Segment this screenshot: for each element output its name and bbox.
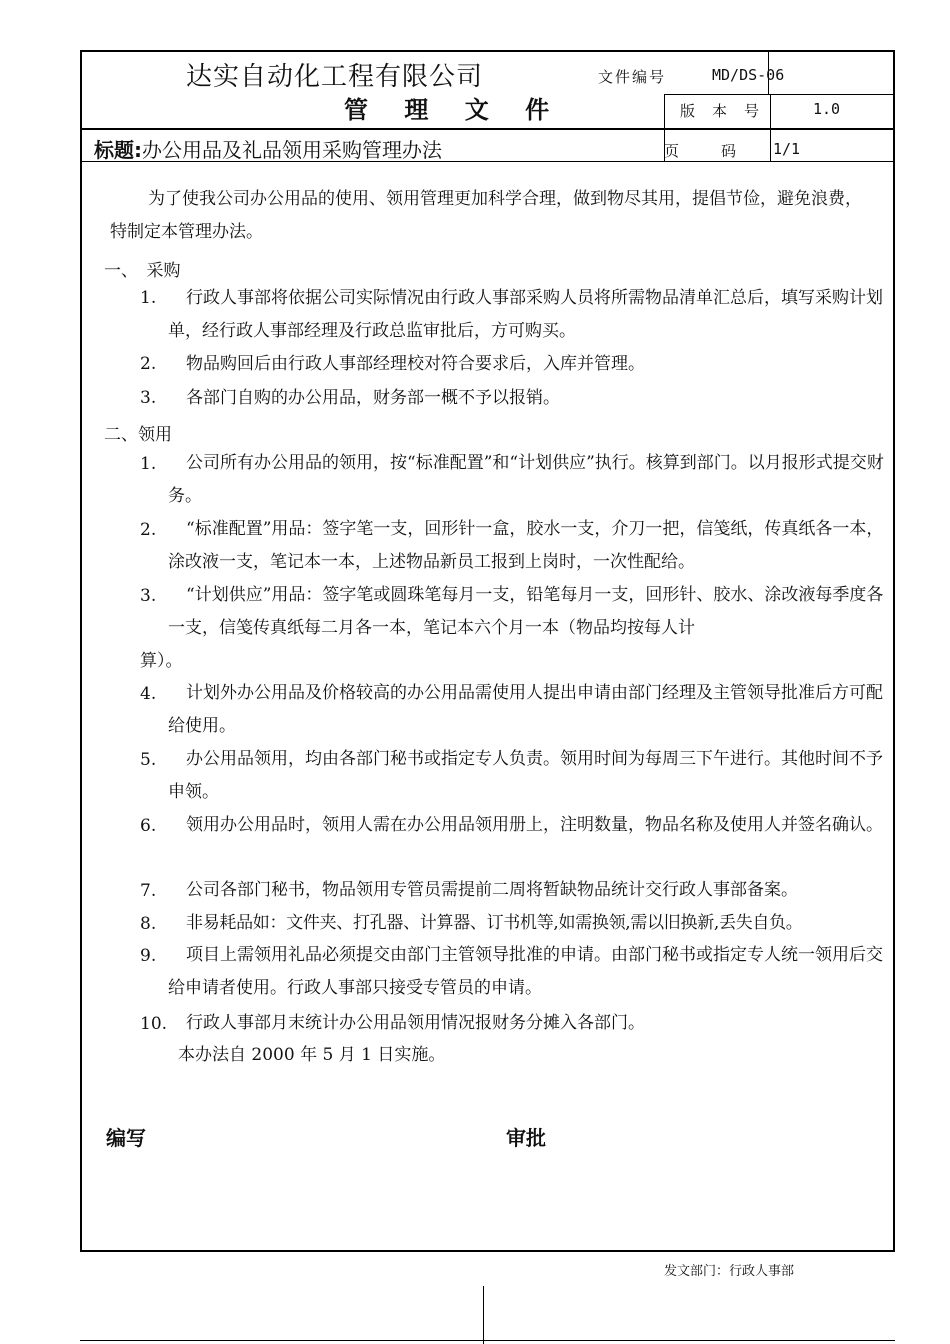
item-number: 9. [140,946,157,966]
version-value: 1.0 [813,100,841,118]
item-number: 3. [140,586,157,606]
list-item-tail: 算）。 [140,651,183,671]
meta-col-mid [770,94,771,161]
item-number: 5. [140,750,157,770]
item-number: 10. [140,1014,168,1034]
issuing-department: 发文部门：行政人事部 [664,1264,795,1279]
company-name: 达实自动化工程有限公司 [186,62,484,92]
list-item: 公司各部门秘书，物品领用专管员需提前二周将暂缺物品统计交行政人事部备案。 [186,880,798,900]
author-signature-label: 编写 [106,1126,146,1150]
meta-row-1 [664,94,895,95]
document-title [94,134,442,163]
item-number: 3. [140,388,157,408]
intro-paragraph: 为了使我公司办公用品的使用、领用管理更加科学合理，做到物尽其用，提倡节俭，避免浪费，特制定本管理办法。 [110,189,862,242]
section-heading-purchase: 一、 采购 [104,261,181,281]
document-type: 管 理 文 件 [344,95,564,124]
list-item: 各部门自购的办公用品，财务部一概不予以报销。 [186,388,560,408]
title-text: 办公用品及礼品领用采购管理办法 [142,138,442,162]
list-item: “计划供应”用品：签字笔或圆珠笔每月一支，铅笔每月一支，回形针、胶水、涂改液每季度各一支，信笺传真纸每二月各一本，笔记本六个月一本（物品均按每人计 [168,585,884,638]
list-item: 领用办公用品时，领用人需在办公用品领用册上，注明数量，物品名称及使用人并签名确认。 [186,815,883,835]
list-item: 公司所有办公用品的领用，按“标准配置”和“计划供应”执行。核算到部门。以月报形式提交财务。 [168,453,884,506]
item-number: 7. [140,881,157,901]
item-number: 2. [140,520,157,540]
page-value: 1/1 [773,140,801,158]
item-number: 1. [140,288,157,308]
header-divider [80,128,895,130]
doc-number-value: MD/DS-06 [712,66,785,84]
item-number: 2. [140,354,157,374]
item-number: 1. [140,454,157,474]
title-label: 标题: [94,138,142,162]
effective-date: 本办法自 2000 年 5 月 1 日实施。 [178,1045,446,1065]
version-label: 版 本 号 [680,102,764,120]
item-number: 4. [140,684,157,704]
item-number: 6. [140,816,157,836]
doc-number-label: 文件编号 [598,68,667,86]
list-item: “标准配置”用品：签字笔一支，回形针一盒，胶水一支，介刀一把，信笺纸，传真纸各一本，涂改液一支，笔记本一本，上述物品新员工报到上岗时，一次性配给。 [168,519,884,572]
section-heading-issue: 二、领用 [104,425,172,445]
item-number: 8. [140,914,157,934]
footer-vertical-rule [483,1286,484,1344]
list-item: 办公用品领用，均由各部门秘书或指定专人负责。领用时间为每周三下午进行。其他时间不予申领。 [168,749,883,802]
approver-signature-label: 审批 [506,1126,546,1150]
list-item: 非易耗品如：文件夹、打孔器、计算器、订书机等,如需换领,需以旧换新,丢失自负。 [186,913,803,933]
list-item: 行政人事部将依据公司实际情况由行政人事部采购人员将所需物品清单汇总后，填写采购计划单，经行政人事部经理及行政总监审批后，方可购买。 [168,288,883,341]
list-item: 计划外办公用品及价格较高的办公用品需使用人提出申请由部门经理及主管领导批准后方可配给使用。 [168,683,883,736]
list-item: 行政人事部月末统计办公用品领用情况报财务分摊入各部门。 [186,1013,645,1033]
list-item: 物品购回后由行政人事部经理校对符合要求后，入库并管理。 [186,354,645,374]
footer-horizontal-rule [80,1340,895,1341]
list-item: 项目上需领用礼品必须提交由部门主管领导批准的申请。由部门秘书或指定专人统一领用后交给申请者使用。行政人事部只接受专管员的申请。 [168,945,883,998]
page-label: 页 码 [664,142,741,160]
